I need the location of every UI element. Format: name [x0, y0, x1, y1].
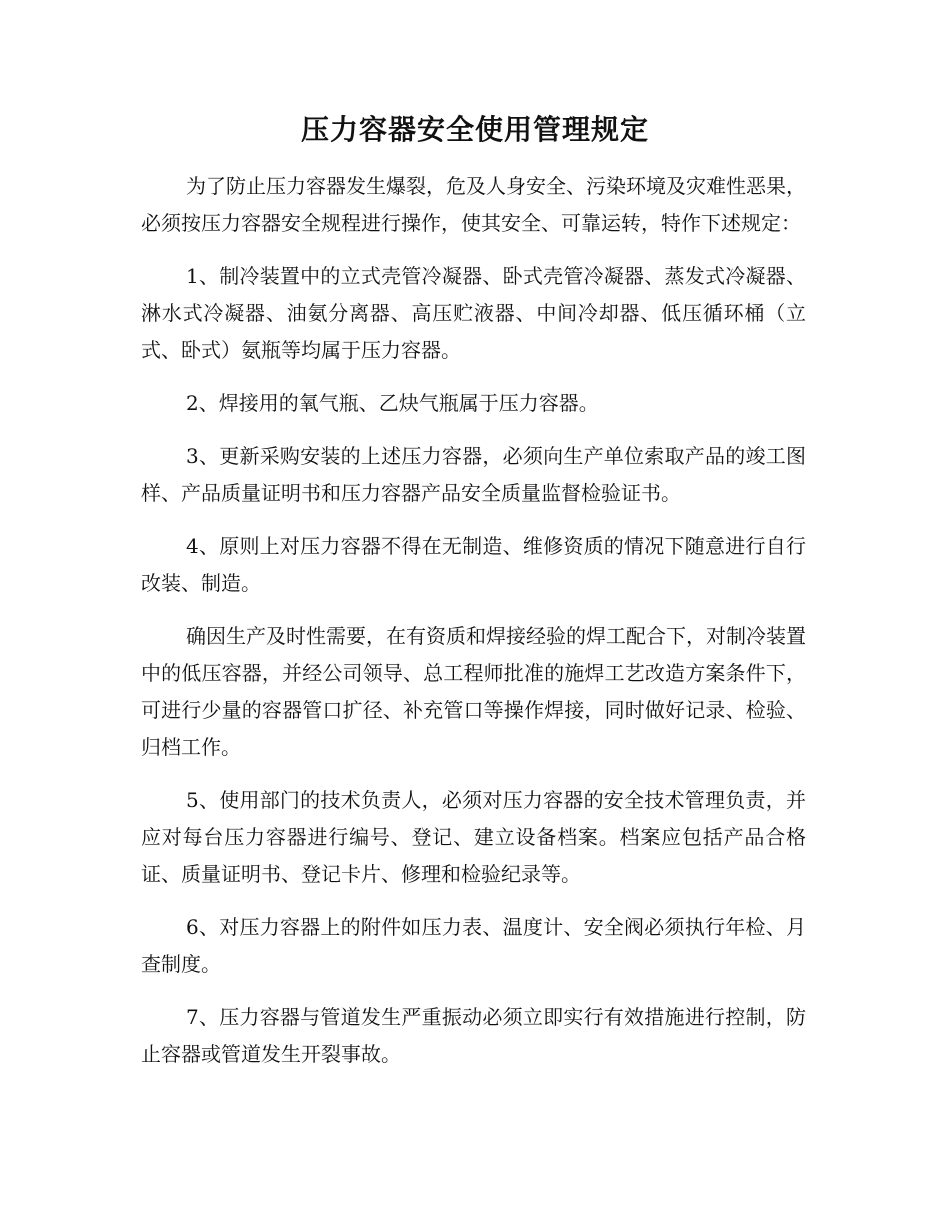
paragraph-rule-6: 6、对压力容器上的附件如压力表、温度计、安全阀必须执行年检、月查制度。 — [141, 915, 806, 976]
paragraph-rule-5: 5、使用部门的技术负责人，必须对压力容器的安全技术管理负责，并应对每台压力容器进行编号、登记、建立设备档案。档案应包括产品合格证、质量证明书、登记卡片、修理和检验纪录等。 — [141, 788, 806, 886]
paragraph-rule-2: 2、焊接用的氧气瓶、乙炔气瓶属于压力容器。 — [186, 391, 599, 415]
paragraph-rule-1: 1、制冷装置中的立式壳管冷凝器、卧式壳管冷凝器、蒸发式冷凝器、淋水式冷凝器、油氨分离器、高压贮液器、中间冷却器、低压循环桶（立式、卧式）氨瓶等均属于压力容器。 — [141, 264, 806, 362]
paragraph-rule-4: 4、原则上对压力容器不得在无制造、维修资质的情况下随意进行自行改装、制造。 — [141, 534, 806, 595]
paragraph-rule-3: 3、更新采购安装的上述压力容器，必须向生产单位索取产品的竣工图样、产品质量证明书和压力容器产品安全质量监督检验证书。 — [141, 444, 806, 505]
document-title: 压力容器安全使用管理规定 — [300, 113, 649, 146]
paragraph-rule-4-supplement: 确因生产及时性需要，在有资质和焊接经验的焊工配合下，对制冷装置中的低压容器，并经公司领导、总工程师批准的施焊工艺改造方案条件下，可进行少量的容器管口扩径、补充管口等操作焊接，同时做好记录、检验、归档工作。 — [141, 624, 806, 759]
document-body — [141, 168, 806, 1089]
paragraph-intro: 为了防止压力容器发生爆裂，危及人身安全、污染环境及灾难性恶果，必须按压力容器安全规程进行操作，使其安全、可靠运转，特作下述规定： — [141, 174, 806, 235]
paragraph-rule-7: 7、压力容器与管道发生严重振动必须立即实行有效措施进行控制，防止容器或管道发生开裂事故。 — [141, 1005, 806, 1066]
